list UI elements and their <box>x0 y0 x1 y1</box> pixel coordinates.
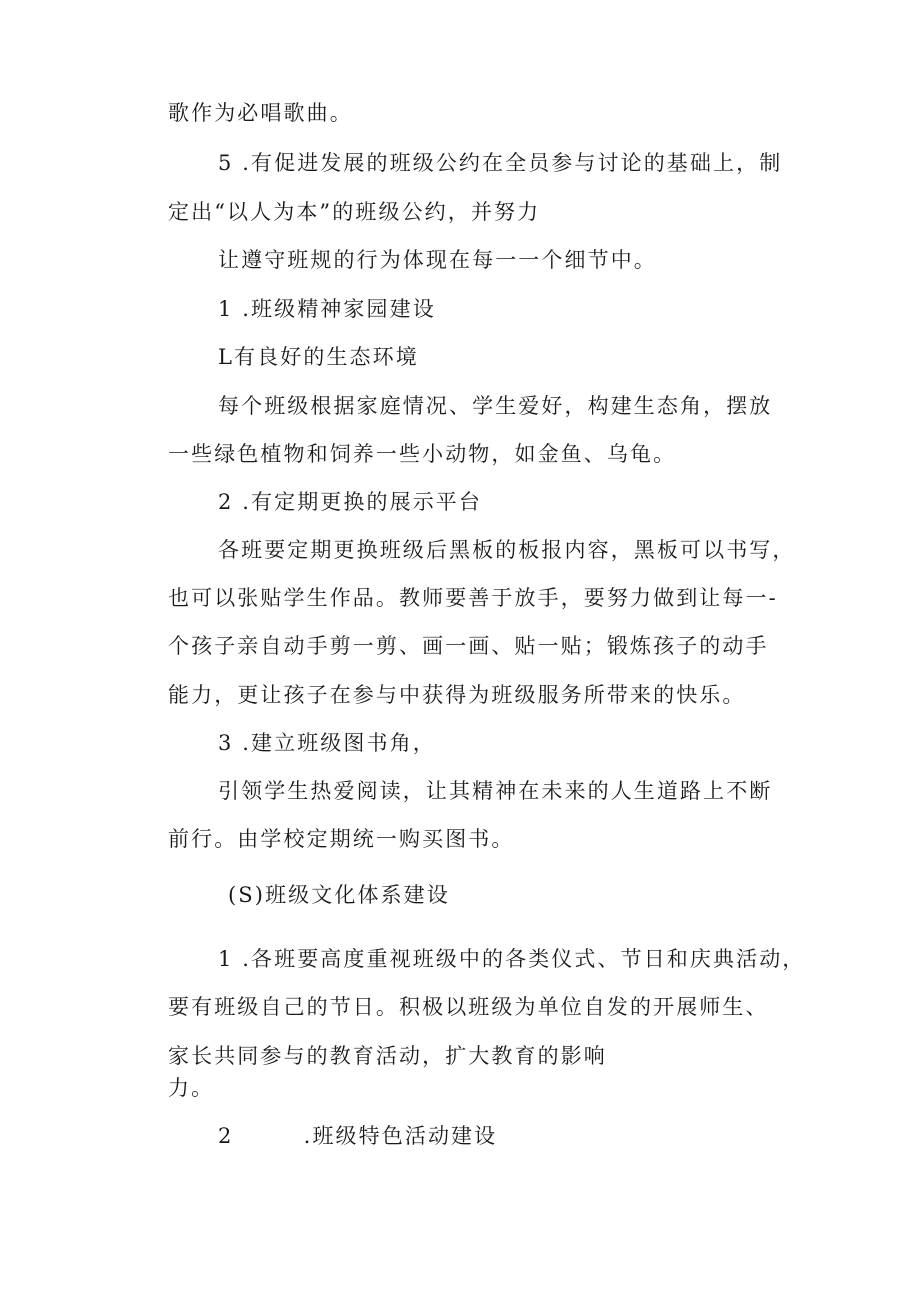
text-line: 引领学生热爱阅读，让其精神在未来的人生道路上不断 <box>218 779 773 803</box>
list-item-heading: 5 .有促进发展的班级公约在全员参与讨论的基础上，制 <box>218 151 783 175</box>
subsection-heading: 2 .有定期更换的展示平台 <box>218 490 483 514</box>
text-line: 一些绿色植物和饲养一些小动物，如金鱼、乌龟。 <box>168 442 677 466</box>
text-line: 让遵守班规的行为体现在每一一个细节中。 <box>218 248 657 272</box>
subsection-heading: 3 .建立班级图书角， <box>218 731 436 755</box>
section-heading: 2 .班级特色活动建设 <box>218 1124 498 1148</box>
text-line: 也可以张贴学生作品。教师要善于放手，要努力做到让每一- <box>168 586 778 610</box>
text-line: 要有班级自己的节日。积极以班级为单位自发的开展师生、 <box>168 995 769 1019</box>
text-line: 力。 <box>168 1076 215 1100</box>
text-line: 个孩子亲自动手剪一剪、画一画、贴一贴；锻炼孩子的动手 <box>168 634 769 658</box>
text-line: 各班要定期更换班级后黑板的板报内容，黑板可以书写， <box>218 538 796 562</box>
text-line: 前行。由学校定期统一购买图书。 <box>168 827 515 851</box>
text-line: 歌作为必唱歌曲。 <box>168 101 353 125</box>
section-heading: 1 .班级精神家园建设 <box>218 297 436 321</box>
text-line: 家长共同参与的教育活动，扩大教育的影响 <box>168 1044 607 1068</box>
subsection-heading: L有良好的生态环境 <box>218 345 419 369</box>
text-line: 每个班级根据家庭情况、学生爱好，构建生态角，摆放 <box>218 394 773 418</box>
text-line: 定出“以人为本”的班级公约，并努力 <box>168 200 541 224</box>
section-heading: (S)班级文化体系建设 <box>228 883 450 907</box>
text-line: 能力，更让孩子在参与中获得为班级服务所带来的快乐。 <box>168 683 746 707</box>
list-item-heading: 1 .各班要高度重视班级中的各类仪式、节日和庆典活动， <box>218 947 806 971</box>
